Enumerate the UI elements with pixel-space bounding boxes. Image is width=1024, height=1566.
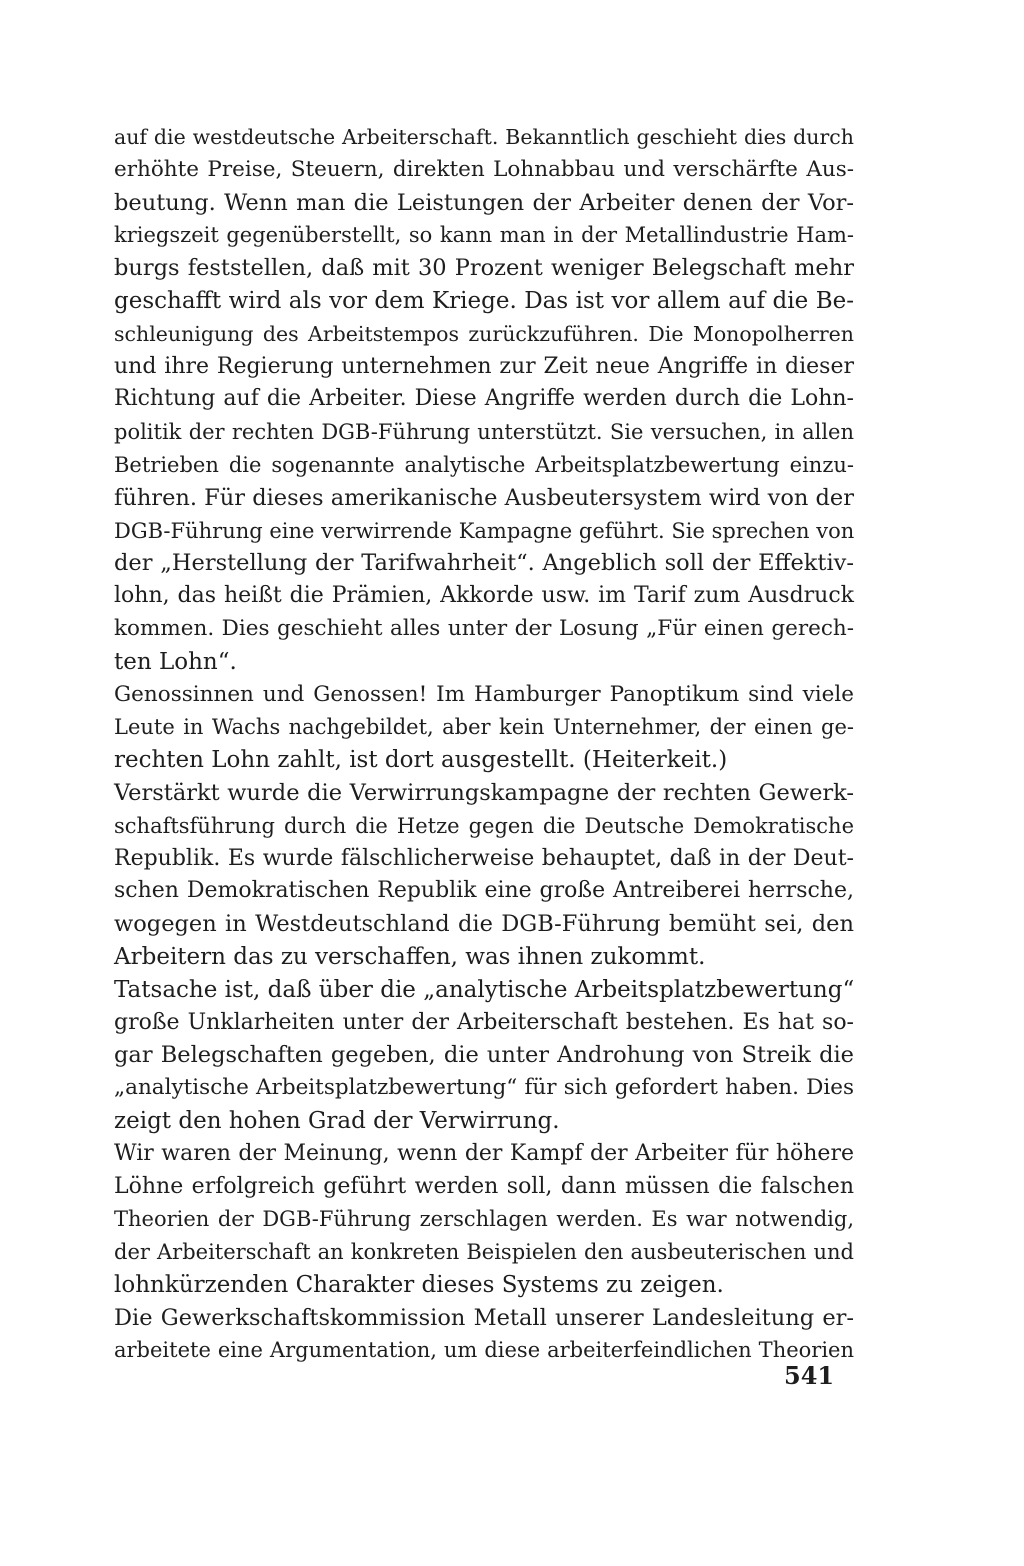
text-line: schleunigung des Arbeitstempos zurückzuführen. Die Monopolherren	[114, 321, 854, 346]
text-line: arbeitete eine Argumentation, um diese arbeiterfeindlichen Theorien	[114, 1338, 854, 1363]
text-line: geschafft wird als vor dem Kriege. Das ist vor allem auf die Be-	[114, 287, 854, 314]
body-text	[114, 121, 854, 1367]
text-line: Löhne erfolgreich geführt werden soll, dann müssen die falschen	[114, 1173, 854, 1199]
page-number: 541	[784, 1361, 835, 1390]
text-line: DGB-Führung eine verwirrende Kampagne geführt. Sie sprechen von	[114, 518, 855, 543]
text-line: der Arbeiterschaft an konkreten Beispielen den ausbeuterischen und	[114, 1240, 854, 1265]
text-line: große Unklarheiten unter der Arbeiterschaft bestehen. Es hat so-	[114, 1009, 854, 1035]
text-line: kommen. Dies geschieht alles unter der Losung „Für einen gerech-	[114, 615, 854, 641]
text-line: lohnkürzenden Charakter dieses Systems zu zeigen.	[114, 1271, 724, 1298]
text-line: Leute in Wachs nachgebildet, aber kein Unternehmer, der einen ge-	[114, 715, 854, 740]
text-line: erhöhte Preise, Steuern, direkten Lohnabbau und verschärfte Aus-	[114, 156, 854, 182]
text-line: ten Lohn“.	[114, 648, 237, 675]
text-line: Republik. Es wurde fälschlicherweise behauptet, daß in der Deut-	[114, 845, 854, 871]
text-line: zeigt den hohen Grad der Verwirrung.	[114, 1107, 560, 1134]
text-line: Die Gewerkschaftskommission Metall unserer Landesleitung er-	[114, 1304, 854, 1331]
text-line: Betrieben die sogenannte analytische Arbeitsplatzbewertung einzu-	[114, 452, 854, 477]
text-line: der „Herstellung der Tarifwahrheit“. Angeblich soll der Effektiv-	[114, 550, 854, 577]
text-line: kriegszeit gegenüberstellt, so kann man in der Metallindustrie Ham-	[114, 223, 854, 248]
text-line: auf die westdeutsche Arbeiterschaft. Bekanntlich geschieht dies durch	[114, 125, 854, 149]
text-line: Theorien der DGB-Führung zerschlagen werden. Es war notwendig,	[114, 1207, 854, 1232]
text-line: und ihre Regierung unternehmen zur Zeit neue Angriffe in dieser	[114, 353, 854, 379]
text-line: politik der rechten DGB-Führung unterstützt. Sie versuchen, in allen	[114, 420, 854, 445]
text-line: burgs feststellen, daß mit 30 Prozent weniger Belegschaft mehr	[114, 255, 854, 282]
text-line: lohn, das heißt die Prämien, Akkorde usw. im Tarif zum Ausdruck	[114, 583, 854, 609]
text-line: Richtung auf die Arbeiter. Diese Angriffe werden durch die Lohn-	[114, 386, 854, 412]
text-line: wogegen in Westdeutschland die DGB-Führung bemüht sei, den	[114, 911, 854, 938]
text-line: Arbeitern das zu verschaffen, was ihnen zukommt.	[114, 943, 706, 970]
text-line: gar Belegschaften gegeben, die unter Androhung von Streik die	[114, 1042, 854, 1069]
text-line: Genossinnen und Genossen! Im Hamburger Panoptikum sind viele	[114, 681, 854, 707]
text-line: rechten Lohn zahlt, ist dort ausgestellt. (Heiterkeit.)	[114, 747, 728, 774]
text-line: „analytische Arbeitsplatzbewertung“ für sich gefordert haben. Dies	[114, 1075, 854, 1101]
text-line: Verstärkt wurde die Verwirrungskampagne der rechten Gewerk-	[114, 779, 854, 806]
text-line: führen. Für dieses amerikanische Ausbeutersystem wird von der	[114, 484, 854, 511]
text-line: schaftsführung durch die Hetze gegen die Deutsche Demokratische	[114, 813, 854, 838]
text-line: Wir waren der Meinung, wenn der Kampf der Arbeiter für höhere	[114, 1140, 854, 1166]
text-line: schen Demokratischen Republik eine große Antreiberei herrsche,	[114, 878, 854, 904]
text-line: beutung. Wenn man die Leistungen der Arbeiter denen der Vor-	[114, 189, 854, 216]
text-line: Tatsache ist, daß über die „analytische Arbeitsplatzbewertung“	[114, 976, 855, 1003]
